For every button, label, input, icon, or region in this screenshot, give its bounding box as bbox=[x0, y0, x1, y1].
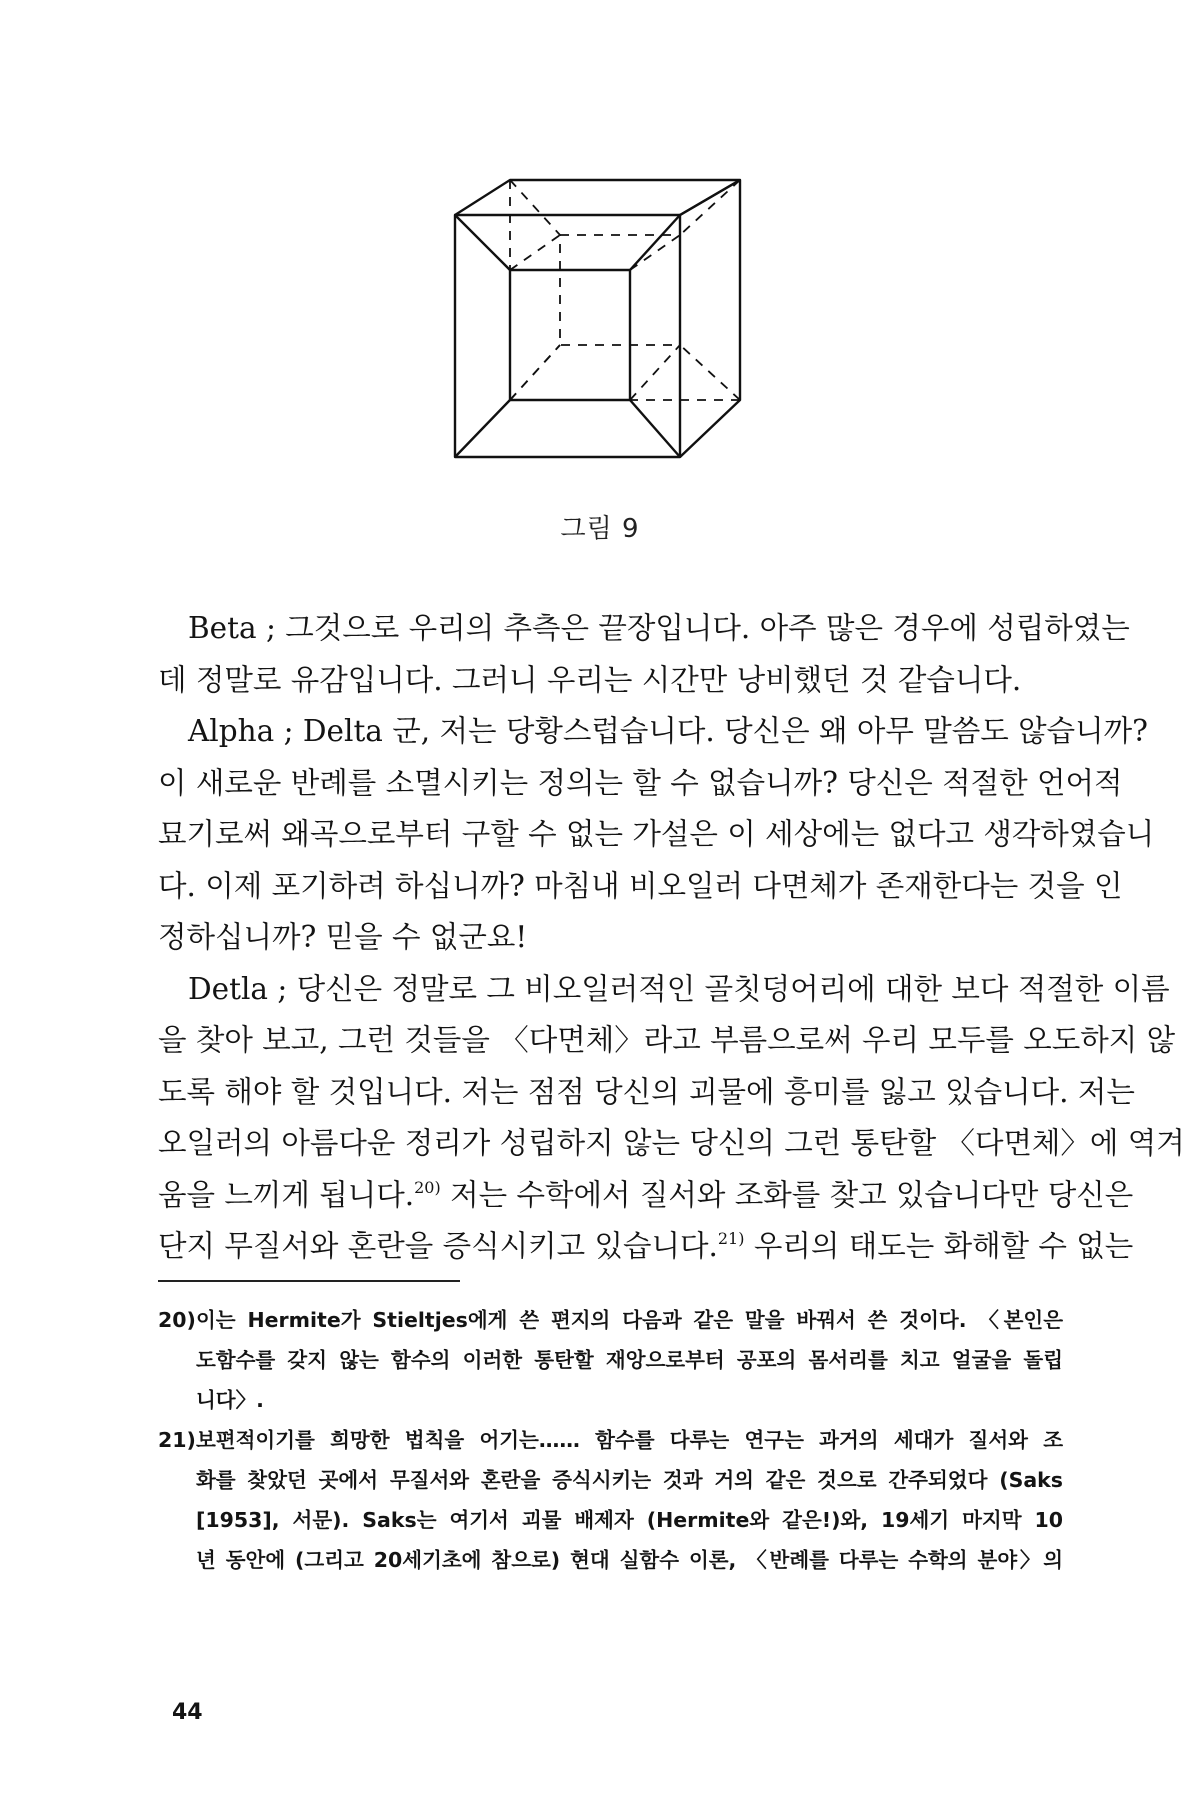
text-line: 묘기로써 왜곡으로부터 구할 수 없는 가설은 이 세상에는 없다고 생각하였습니 bbox=[158, 817, 1155, 851]
footnote-line: 니다〉. bbox=[196, 1388, 264, 1412]
figure-9 bbox=[450, 175, 790, 495]
footnote-line: 년 동안에 (그리고 20세기초에 참으로) 현대 실함수 이론, 〈반례를 다루는 수학의 분야〉의 bbox=[196, 1548, 1063, 1572]
inner-front-face bbox=[510, 270, 630, 400]
paragraph-alpha bbox=[158, 706, 1155, 964]
footnote-line: 화를 찾았던 곳에서 무질서와 혼란을 증식시키는 것과 거의 같은 것으로 간주되었다 (Saks bbox=[196, 1468, 1063, 1492]
figure-caption: 그림 9 bbox=[560, 514, 640, 544]
text-line: Beta ; 그것으로 우리의 추측은 끝장입니다. 아주 많은 경우에 성립하였는 bbox=[188, 611, 1130, 645]
body-text bbox=[158, 603, 1185, 1273]
text-line: Detla ; 당신은 정말로 그 비오일러적인 골칫덩어리에 대한 보다 적절한 이름 bbox=[188, 971, 1170, 1006]
text-segment: 움을 느끼게 됩니다. bbox=[158, 1177, 415, 1212]
text-line: 정하십니까? 믿을 수 없군요! bbox=[158, 920, 528, 954]
footnote-ref-21[interactable]: 21) bbox=[717, 1229, 745, 1248]
text-line: 이 새로운 반례를 소멸시키는 정의는 할 수 없습니까? 당신은 적절한 언어적 bbox=[158, 765, 1123, 800]
text-segment: 우리의 태도는 화해할 수 없는 bbox=[744, 1229, 1134, 1263]
footnote-20 bbox=[158, 1300, 1063, 1420]
text-segment: 단지 무질서와 혼란을 증식시키고 있습니다. bbox=[158, 1229, 718, 1263]
footnote-line: [1953], 서문). Saks는 여기서 괴물 배제자 (Hermite와 같은!)와, 19세기 마지막 10 bbox=[196, 1508, 1063, 1532]
footnote-number: 21) bbox=[158, 1428, 196, 1452]
text-line: 데 정말로 유감입니다. 그러니 우리는 시간만 낭비했던 것 같습니다. bbox=[158, 662, 1022, 697]
text-line: Alpha ; Delta 군, 저는 당황스럽습니다. 당신은 왜 아무 말씀도 않습니까? bbox=[188, 714, 1148, 748]
footnote-21 bbox=[158, 1420, 1063, 1580]
footnote-line: 보편적이기를 희망한 법칙을 어기는…… 함수를 다루는 연구는 과거의 세대가 질서와 조 bbox=[196, 1428, 1063, 1452]
paragraph-beta bbox=[158, 603, 1130, 706]
figure-9-drawing bbox=[450, 175, 790, 495]
text-line-with-footnote-21 bbox=[158, 1221, 1134, 1273]
outer-back-edges bbox=[455, 180, 740, 457]
text-line: 오일러의 아름다운 정리가 성립하지 않는 당신의 그런 통탄할 〈다면체〉에 역겨 bbox=[158, 1126, 1185, 1160]
footnote-line: 이는 Hermite가 Stieltjes에게 쓴 편지의 다음과 같은 말을 바꿔서 쓴 것이다. 〈본인은 bbox=[196, 1308, 1063, 1332]
footnote-ref-20[interactable]: 20) bbox=[414, 1177, 441, 1197]
text-segment: 저는 수학에서 질서와 조화를 찾고 있습니다만 당신은 bbox=[440, 1177, 1134, 1212]
page-number: 44 bbox=[172, 1700, 203, 1725]
footnote-divider bbox=[158, 1280, 460, 1282]
paragraph-detla bbox=[158, 964, 1185, 1273]
footnote-number: 20) bbox=[158, 1308, 196, 1332]
text-line-with-footnote-20 bbox=[158, 1170, 1134, 1222]
footnote-line: 도함수를 갖지 않는 함수의 이러한 통탄할 재앙으로부터 공포의 몸서리를 치고 얼굴을 돌립 bbox=[196, 1348, 1063, 1372]
footnotes bbox=[158, 1300, 1063, 1580]
text-line: 다. 이제 포기하려 하십니까? 마침내 비오일러 다면체가 존재한다는 것을 인 bbox=[158, 868, 1123, 903]
text-line: 을 찾아 보고, 그런 것들을 〈다면체〉라고 부름으로써 우리 모두를 오도하지 않 bbox=[158, 1023, 1176, 1057]
text-line: 도록 해야 할 것입니다. 저는 점점 당신의 괴물에 흥미를 잃고 있습니다. 저는 bbox=[158, 1074, 1135, 1109]
